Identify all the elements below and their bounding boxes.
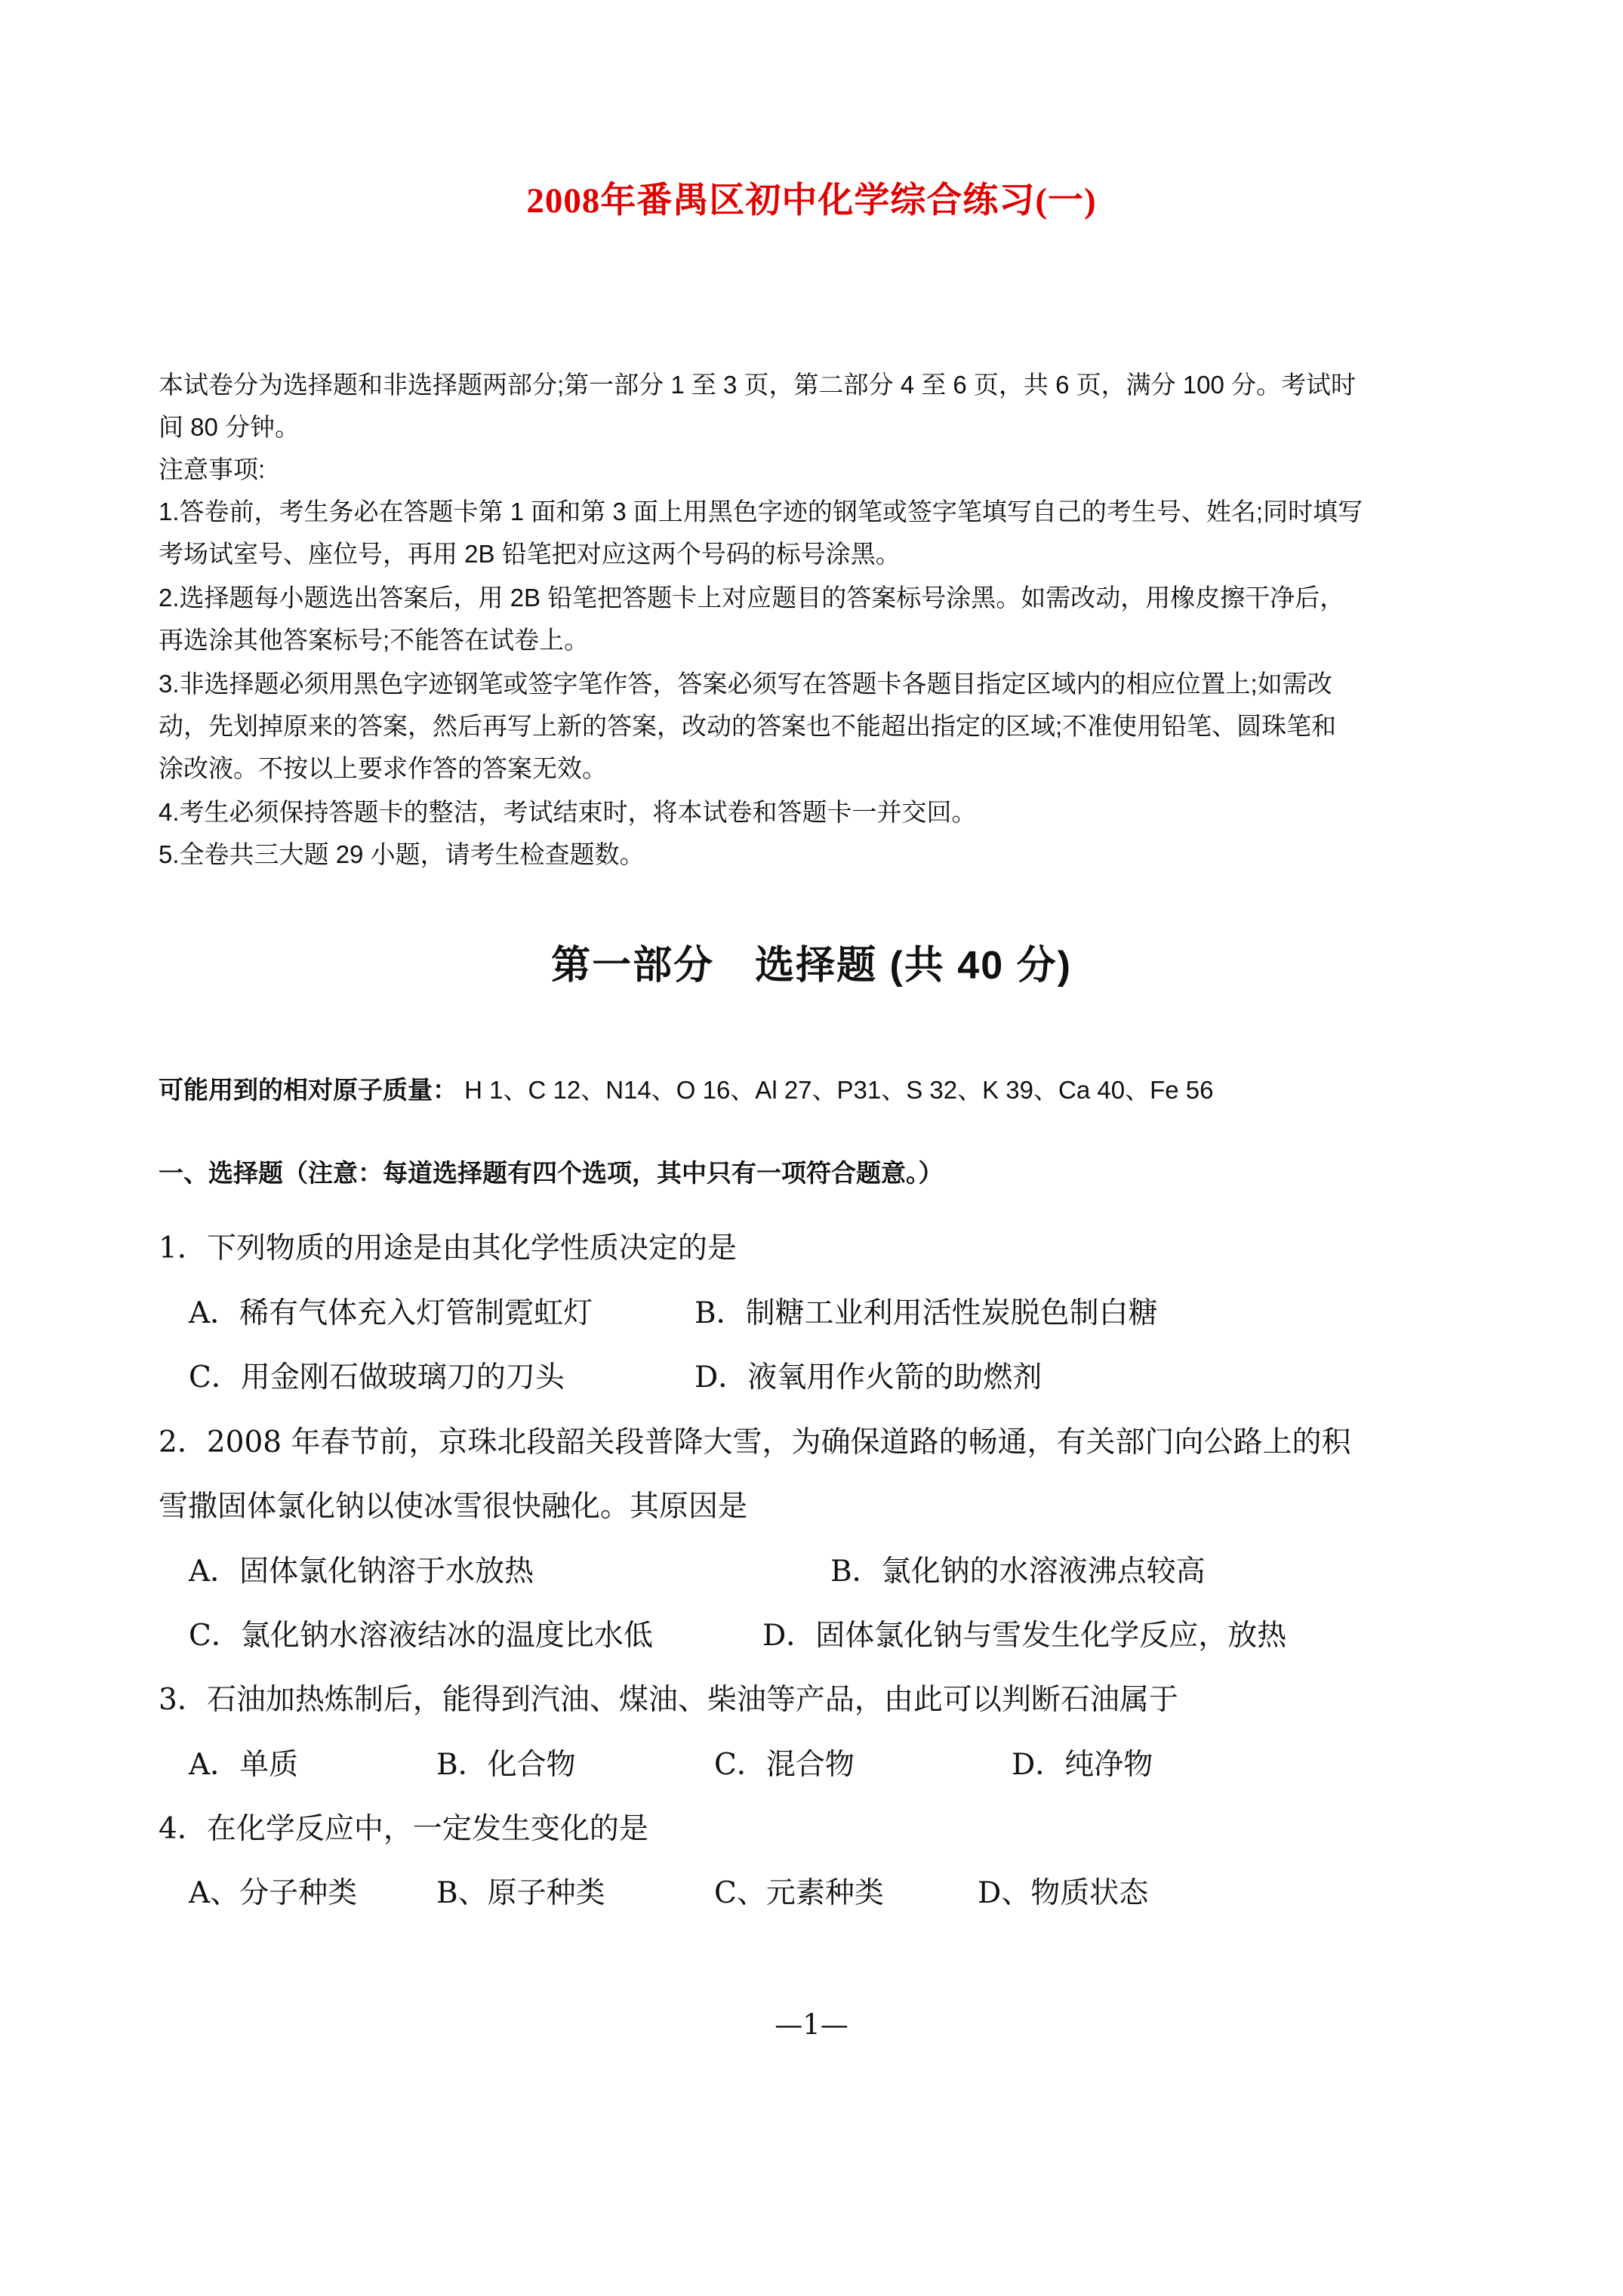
atomic-masses-values: H 1、C 12、N14、O 16、Al 27、P31、S 32、K 39、Ca 40、Fe 56 (457, 1076, 1214, 1104)
page-number: —1— (775, 2008, 848, 2041)
question-2-option-a: A．固体氯化钠溶于水放热 (189, 1555, 534, 1589)
question-3-stem: 3．石油加热炼制后，能得到汽油、煤油、柴油等产品，由此可以判断石油属于 (159, 1683, 1178, 1717)
question-4-option-d: D、物质状态 (978, 1876, 1149, 1910)
question-1-stem: 1．下列物质的用途是由其化学性质决定的是 (159, 1231, 737, 1265)
atomic-masses (159, 1071, 1213, 1106)
instructions-line: 间 80 分钟。 (159, 413, 300, 441)
question-4-option-c: C、元素种类 (714, 1876, 884, 1910)
notice-item-4: 4.考生必须保持答题卡的整洁，考试结束时，将本试卷和答题卡一并交回。 (159, 798, 977, 826)
notice-item-3-cont: 涂改液。不按以上要求作答的答案无效。 (159, 754, 607, 782)
question-3-option-d: D．纯净物 (1012, 1748, 1153, 1782)
instructions-line: 本试卷分为选择题和非选择题两部分;第一部分 1 至 3 页，第二部分 4 至 6 页，共 6 页，满分 100 分。考试时 (159, 371, 1357, 399)
question-3-option-a: A．单质 (189, 1748, 299, 1782)
part-heading: 一、选择题（注意：每道选择题有四个选项，其中只有一项符合题意。） (159, 1159, 944, 1187)
atomic-masses-label: 可能用到的相对原子质量： (159, 1076, 457, 1104)
question-1-option-c: C．用金刚石做玻璃刀的刀头 (189, 1361, 565, 1395)
question-3-option-b: B．化合物 (436, 1748, 576, 1782)
question-1-option-b: B．制糖工业利用活性炭脱色制白糖 (694, 1296, 1158, 1330)
notice-item-3: 3.非选择题必须用黑色字迹钢笔或签字笔作答，答案必须写在答题卡各题目指定区域内的相应位置上;如需改 (159, 670, 1332, 698)
question-2-stem: 2．2008 年春节前，京珠北段韶关段普降大雪，为确保道路的畅通，有关部门向公路上的积 (159, 1425, 1351, 1459)
question-3-option-c: C．混合物 (714, 1748, 855, 1782)
question-2-option-d: D．固体氯化钠与雪发生化学反应，放热 (762, 1619, 1287, 1653)
question-1-option-a: A．稀有气体充入灯管制霓虹灯 (189, 1296, 593, 1330)
notice-heading: 注意事项: (159, 455, 266, 483)
question-4-option-a: A、分子种类 (189, 1876, 358, 1910)
notice-item-2: 2.选择题每小题选出答案后，用 2B 铅笔把答题卡上对应题目的答案标号涂黑。如需改动，用橡皮擦干净后， (159, 584, 1345, 612)
question-2-option-b: B．氯化钠的水溶液沸点较高 (830, 1555, 1206, 1589)
page-title: 2008年番禺区初中化学综合练习(一) (526, 181, 1097, 220)
notice-item-1: 1.答卷前，考生务必在答题卡第 1 面和第 3 面上用黑色字迹的钢笔或签字笔填写自己的考生号、姓名;同时填写 (159, 498, 1363, 525)
question-2-stem-cont: 雪撒固体氯化钠以使冰雪很快融化。其原因是 (159, 1490, 748, 1524)
section-title: 第一部分 选择题 (共 40 分) (551, 944, 1072, 988)
question-2-option-c: C．氯化钠水溶液结冰的温度比水低 (189, 1619, 653, 1653)
question-4-stem: 4．在化学反应中，一定发生变化的是 (159, 1812, 648, 1846)
question-4-option-b: B、原子种类 (436, 1876, 605, 1910)
notice-item-2-cont: 再选涂其他答案标号;不能答在试卷上。 (159, 626, 590, 654)
notice-item-1-cont: 考场试室号、座位号，再用 2B 铅笔把对应这两个号码的标号涂黑。 (159, 540, 901, 568)
question-1-option-d: D．液氧用作火箭的助燃剂 (694, 1361, 1042, 1395)
notice-item-3-cont: 动，先划掉原来的答案，然后再写上新的答案，改动的答案也不能超出指定的区域;不准使用铅笔、圆珠笔和 (159, 712, 1337, 740)
notice-item-5: 5.全卷共三大题 29 小题，请考生检查题数。 (159, 840, 645, 868)
